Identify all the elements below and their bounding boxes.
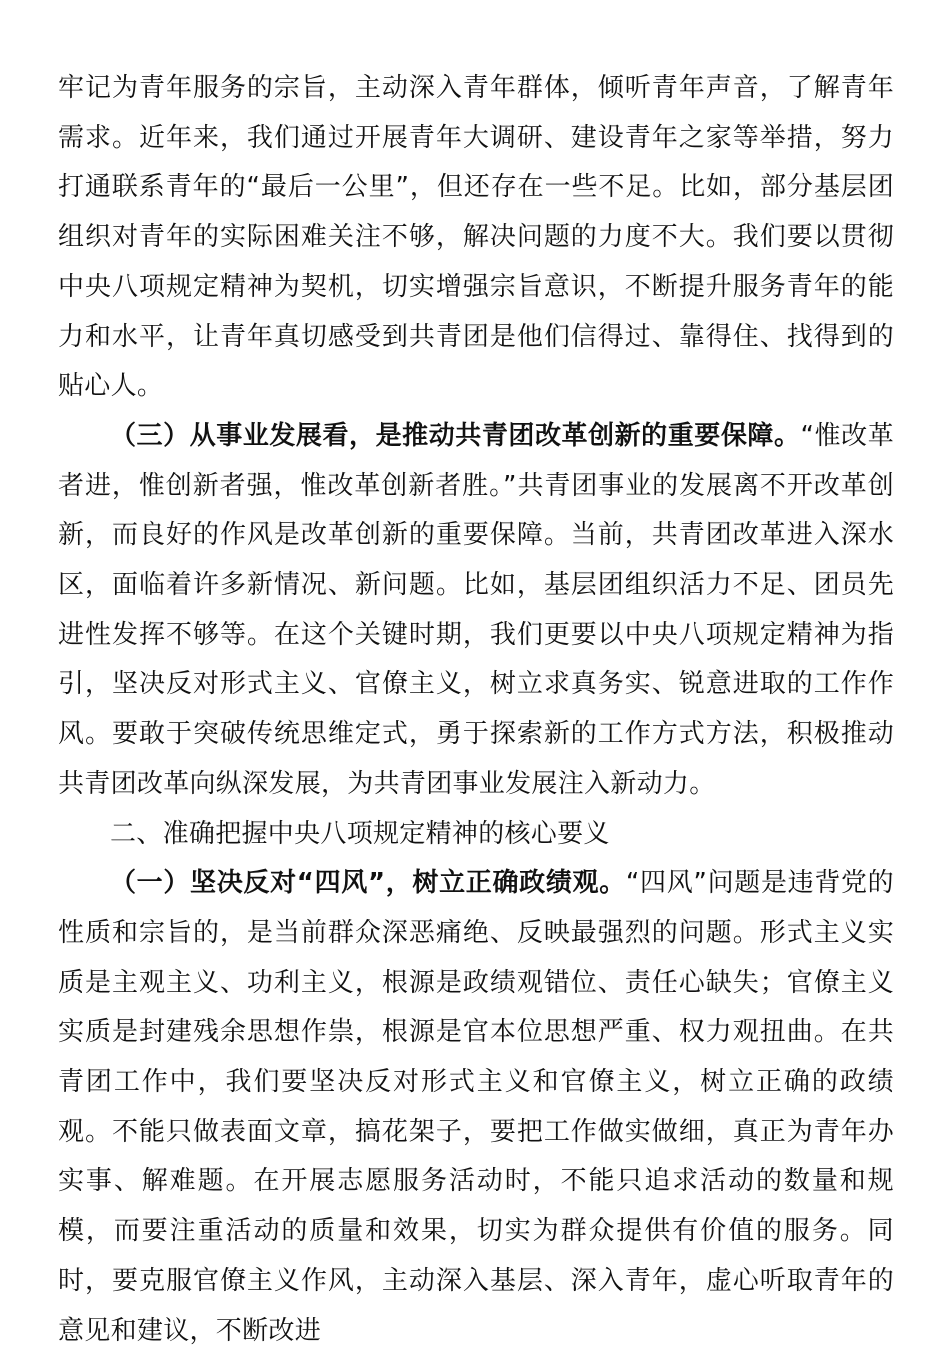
paragraph-heading: （三）从事业发展看，是推动共青团改革创新的重要保障。 [110, 420, 801, 451]
paragraph-youth-service [58, 64, 894, 412]
paragraph-reform-innovation [58, 412, 894, 810]
document-body [58, 64, 894, 1356]
paragraph-oppose-four-winds [58, 859, 894, 1356]
paragraph-text: 牢记为青年服务的宗旨，主动深入青年群体，倾听青年声音，了解青年需求。近年来，我们通过开展青年大调研、建设青年之家等举措，努力打通联系青年的“最后一公里”，但还存在一些不足。比如，部分基层团组织对青年的实际困难关注不够，解决问题的力度不大。我们要以贯彻中央八项规定精神为契机，切实增强宗旨意识，不断提升服务青年的能力和水平，让青年真切感受到共青团是他们信得过、靠得住、找得到的贴心人。 [58, 73, 894, 402]
section-heading-core-essence [58, 810, 894, 860]
paragraph-text: “四风”问题是违背党的性质和宗旨的，是当前群众深恶痛绝、反映最强烈的问题。形式主义实质是主观主义、功利主义，根源是政绩观错位、责任心缺失；官僚主义实质是封建残余思想作祟，根源是官本位思想严重、权力观扭曲。在共青团工作中，我们要坚决反对形式主义和官僚主义，树立正确的政绩观。不能只做表面文章，搞花架子，要把工作做实做细，真正为青年办实事、解难题。在开展志愿服务活动时，不能只追求活动的数量和规模，而要注重活动的质量和效果，切实为群众提供有价值的服务。同时，要克服官僚主义作风，主动深入基层、深入青年，虚心听取青年的意见和建议，不断改进 [58, 868, 894, 1346]
section-heading-text: 二、准确把握中央八项规定精神的核心要义 [110, 818, 610, 849]
paragraph-text: “惟改革者进，惟创新者强，惟改革创新者胜。”共青团事业的发展离不开改革创新，而良好的作风是改革创新的重要保障。当前，共青团改革进入深水区，面临着许多新情况、新问题。比如，基层团组织活力不足、团员先进性发挥不够等。在这个关键时期，我们更要以中央八项规定精神为指引，坚决反对形式主义、官僚主义，树立求真务实、锐意进取的工作作风。要敢于突破传统思维定式，勇于探索新的工作方式方法，积极推动共青团改革向纵深发展，为共青团事业发展注入新动力。 [58, 420, 894, 799]
paragraph-heading: （一）坚决反对“四风”，树立正确政绩观。 [110, 868, 626, 899]
